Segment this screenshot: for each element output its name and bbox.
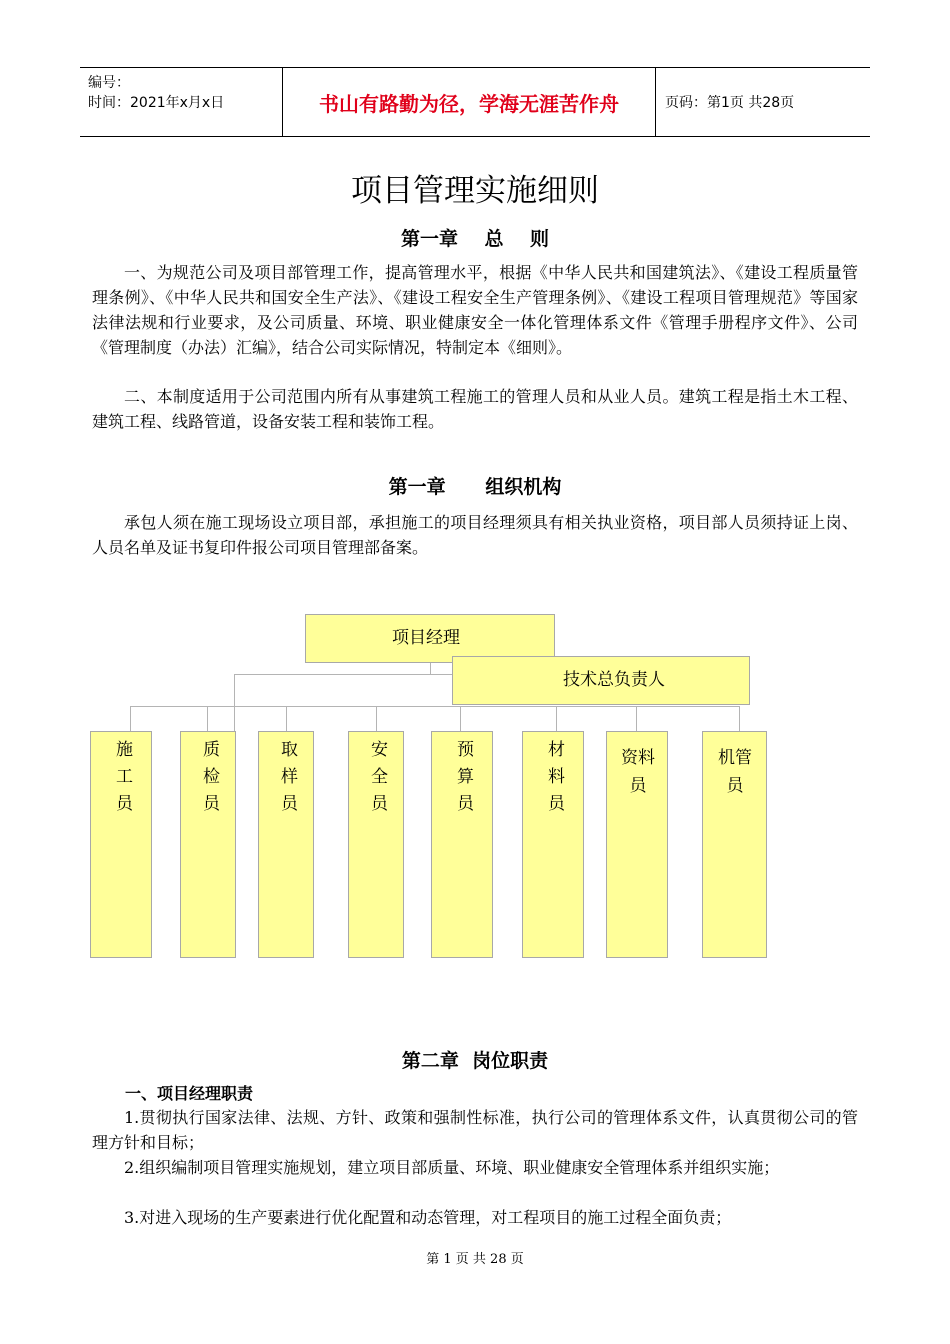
- tech-lead-box: [452, 656, 750, 705]
- chapter2-subheading: 一、项目经理职责: [125, 1084, 254, 1103]
- chapter1-paragraph-2: 二、本制度适用于公司范围内所有从事建筑工程施工的管理人员和从业人员。建筑工程是指土木工程、建筑工程、线路管道，设备安装工程和装饰工程。: [92, 387, 858, 431]
- header-page-info: 页码：第1页 共28页: [665, 95, 795, 111]
- role-box: [180, 731, 236, 958]
- chapter-org-paragraph: 承包人须在施工现场设立项目部，承担施工的项目经理须具有相关执业资格，项目部人员须持证上岗、人员名单及证书复印件报公司项目管理部备案。: [92, 513, 858, 557]
- connector-line: [556, 706, 557, 731]
- document-number-label: 编号：: [88, 75, 130, 91]
- connector-line: [376, 706, 377, 731]
- role-label: 预算员: [453, 740, 473, 821]
- role-box: [702, 731, 767, 958]
- role-box: [606, 731, 668, 958]
- header-motto: 书山有路勤为径，学海无涯苦作舟: [283, 68, 656, 136]
- role-label: 机管员: [718, 748, 752, 796]
- chapter2-item: 1.贯彻执行国家法律、法规、方针、政策和强制性标准，执行公司的管理体系文件，认真贯彻公司的管理方针和目标；: [92, 1108, 858, 1152]
- document-title: 项目管理实施细则: [351, 173, 599, 209]
- role-box: [522, 731, 584, 958]
- connector-line: [460, 706, 461, 731]
- chapter1-paragraph-1: 一、为规范公司及项目部管理工作，提高管理水平，根据《中华人民共和国建筑法》、《建设工程质量管理条例》、《中华人民共和国安全生产法》、《建设工程安全生产管理条例》、《建设工程项目管理规范》等国家法律法规和行业要求，及公司质量、环境、职业健康安全一体化管理体系文件《管理手册程序文件》、公司《管理制度（办法）汇编》，结合公司实际情况，特制定本《细则》。: [92, 263, 858, 357]
- tech-lead-label: 技术总负责人: [563, 670, 665, 690]
- manager-label: 项目经理: [392, 628, 460, 648]
- chapter2-item: 2.组织编制项目管理实施规划，建立项目部质量、环境、职业健康安全管理体系并组织实施；: [124, 1158, 780, 1177]
- chapter1-heading: 第一章 总 则: [401, 228, 549, 250]
- page-header: [80, 67, 870, 137]
- role-label: 资料员: [621, 748, 655, 796]
- connector-line: [286, 706, 287, 731]
- chapter-org-heading: 第一章 组织机构: [388, 476, 562, 498]
- role-label: 取样员: [277, 740, 297, 821]
- role-box: [90, 731, 152, 958]
- role-box: [258, 731, 314, 958]
- role-box: [348, 731, 404, 958]
- connector-line: [636, 706, 637, 731]
- connector-line: [234, 674, 454, 675]
- connector-line: [739, 706, 740, 731]
- chapter2-heading: 第二章 岗位职责: [401, 1050, 549, 1072]
- role-label: 质检员: [199, 740, 219, 821]
- role-box: [431, 731, 493, 958]
- header-info-cell: [80, 68, 283, 136]
- connector-line: [207, 706, 208, 731]
- chapter2-item: 3.对进入现场的生产要素进行优化配置和动态管理，对工程项目的施工过程全面负责；: [124, 1208, 732, 1227]
- connector-line: [130, 706, 740, 707]
- connector-line: [130, 706, 131, 731]
- role-label: 材料员: [544, 740, 564, 821]
- page-footer: 第 1 页 共 28 页: [426, 1252, 524, 1267]
- role-label: 施工员: [112, 740, 132, 821]
- role-label: 安全员: [367, 740, 387, 821]
- document-date: 时间：2021年x月x日: [88, 95, 225, 111]
